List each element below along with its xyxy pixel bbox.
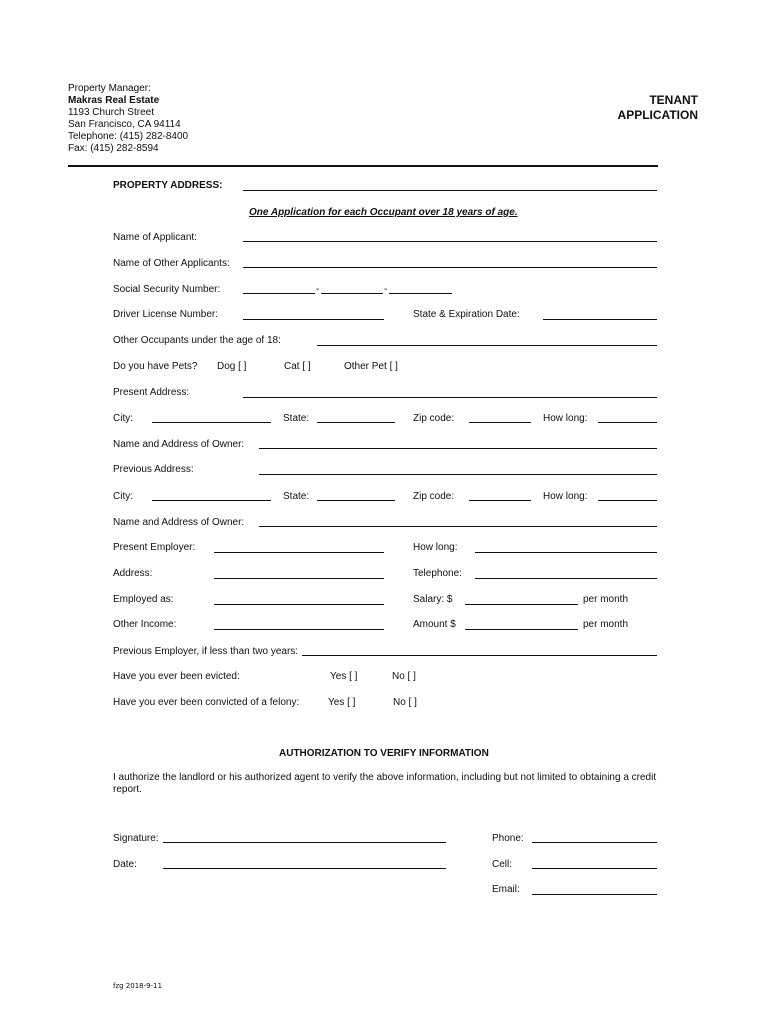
evicted-no[interactable]: No [ ] [392,671,416,682]
date-label: Date: [113,859,137,870]
how-long-field-1[interactable] [598,422,657,423]
other-occupants-label: Other Occupants under the age of 18: [113,335,281,346]
state-field-1[interactable] [317,422,395,423]
other-income-label: Other Income: [113,619,177,630]
signature-label: Signature: [113,833,159,844]
applicant-name-label: Name of Applicant: [113,232,197,243]
zip-label-2: Zip code: [413,491,455,502]
applicant-name-field[interactable] [243,241,657,242]
email-field[interactable] [532,894,657,895]
city-label-1: City: [113,413,133,424]
other-pet-checkbox[interactable]: Other Pet [ ] [344,361,398,372]
ssn-field-1[interactable] [243,293,315,294]
dog-checkbox[interactable]: Dog [ ] [217,361,247,372]
previous-employer-field[interactable] [302,655,657,656]
company-name: Makras Real Estate [68,95,160,106]
salary-label: Salary: $ [413,594,453,605]
zip-label-1: Zip code: [413,413,455,424]
pets-label: Do you have Pets? [113,361,198,372]
employer-address-field[interactable] [214,578,384,579]
date-field[interactable] [163,868,446,869]
signature-field[interactable] [163,842,446,843]
authorization-heading: AUTHORIZATION TO VERIFY INFORMATION [279,748,489,759]
ssn-label: Social Security Number: [113,284,221,295]
property-address-field[interactable] [243,190,657,191]
amount-per-month: per month [583,619,629,630]
how-long-label-1: How long: [543,413,588,424]
zip-field-1[interactable] [469,422,531,423]
owner-field-2[interactable] [259,526,657,527]
cat-checkbox[interactable]: Cat [ ] [284,361,311,372]
employer-how-long-field[interactable] [475,552,657,553]
state-field-2[interactable] [317,500,395,501]
employer-telephone-field[interactable] [475,578,657,579]
phone-label: Phone: [492,833,524,844]
property-address-label: PROPERTY ADDRESS: [113,180,223,191]
other-income-field[interactable] [214,629,384,630]
manager-fax: Fax: (415) 282-8594 [68,143,159,154]
other-applicants-field[interactable] [243,267,657,268]
email-label: Email: [492,884,520,895]
other-applicants-label: Name of Other Applicants: [113,258,230,269]
other-occupants-field[interactable] [317,345,657,346]
title-line-2: APPLICATION [617,108,698,122]
manager-label: Property Manager: [68,83,151,94]
amount-label: Amount $ [413,619,456,630]
cell-label: Cell: [492,859,513,870]
ssn-field-2[interactable] [321,293,383,294]
previous-employer-label: Previous Employer, if less than two years: [113,646,299,657]
city-field-2[interactable] [152,500,271,501]
ssn-field-3[interactable] [389,293,452,294]
evicted-label: Have you ever been evicted: [113,671,240,682]
ssn-dash-1: - [316,284,320,295]
employer-how-long-label: How long: [413,542,458,553]
present-employer-field[interactable] [214,552,384,553]
city-state-zip: San Francisco, CA 94114 [68,119,181,130]
ssn-dash-2: - [384,284,388,295]
amount-field[interactable] [465,629,578,630]
present-address-field[interactable] [243,397,657,398]
salary-field[interactable] [465,604,578,605]
state-label-2: State: [283,491,310,502]
present-address-label: Present Address: [113,387,190,398]
how-long-field-2[interactable] [598,500,657,501]
footer-code: fzg 2018-9-11 [113,982,163,990]
title-line-1: TENANT [649,93,698,107]
employed-as-label: Employed as: [113,594,174,605]
city-field-1[interactable] [152,422,271,423]
owner-field-1[interactable] [259,448,657,449]
employed-as-field[interactable] [214,604,384,605]
cell-field[interactable] [532,868,657,869]
dl-field[interactable] [243,319,384,320]
salary-per-month: per month [583,594,629,605]
street-address: 1193 Church Street [68,107,154,118]
document-title [618,93,698,123]
employer-telephone-label: Telephone: [413,568,462,579]
felony-label: Have you ever been convicted of a felony: [113,697,300,708]
header-rule [68,165,658,167]
felony-yes[interactable]: Yes [ ] [328,697,356,708]
evicted-yes[interactable]: Yes [ ] [330,671,358,682]
state-exp-label: State & Expiration Date: [413,309,520,320]
authorization-text: I authorize the landlord or his authorized agent to verify the above information, including but not limited to obtaining a credit report. [113,772,657,795]
dl-label: Driver License Number: [113,309,219,320]
occupant-note: One Application for each Occupant over 18 years of age. [249,207,518,218]
city-label-2: City: [113,491,133,502]
owner-label-1: Name and Address of Owner: [113,439,245,450]
felony-no[interactable]: No [ ] [393,697,417,708]
manager-block [68,83,188,155]
state-label-1: State: [283,413,310,424]
zip-field-2[interactable] [469,500,531,501]
state-exp-field[interactable] [543,319,657,320]
employer-address-label: Address: [113,568,153,579]
phone-field[interactable] [532,842,657,843]
previous-address-label: Previous Address: [113,464,194,475]
owner-label-2: Name and Address of Owner: [113,517,245,528]
previous-address-field[interactable] [259,474,657,475]
manager-telephone: Telephone: (415) 282-8400 [68,131,189,142]
present-employer-label: Present Employer: [113,542,196,553]
how-long-label-2: How long: [543,491,588,502]
